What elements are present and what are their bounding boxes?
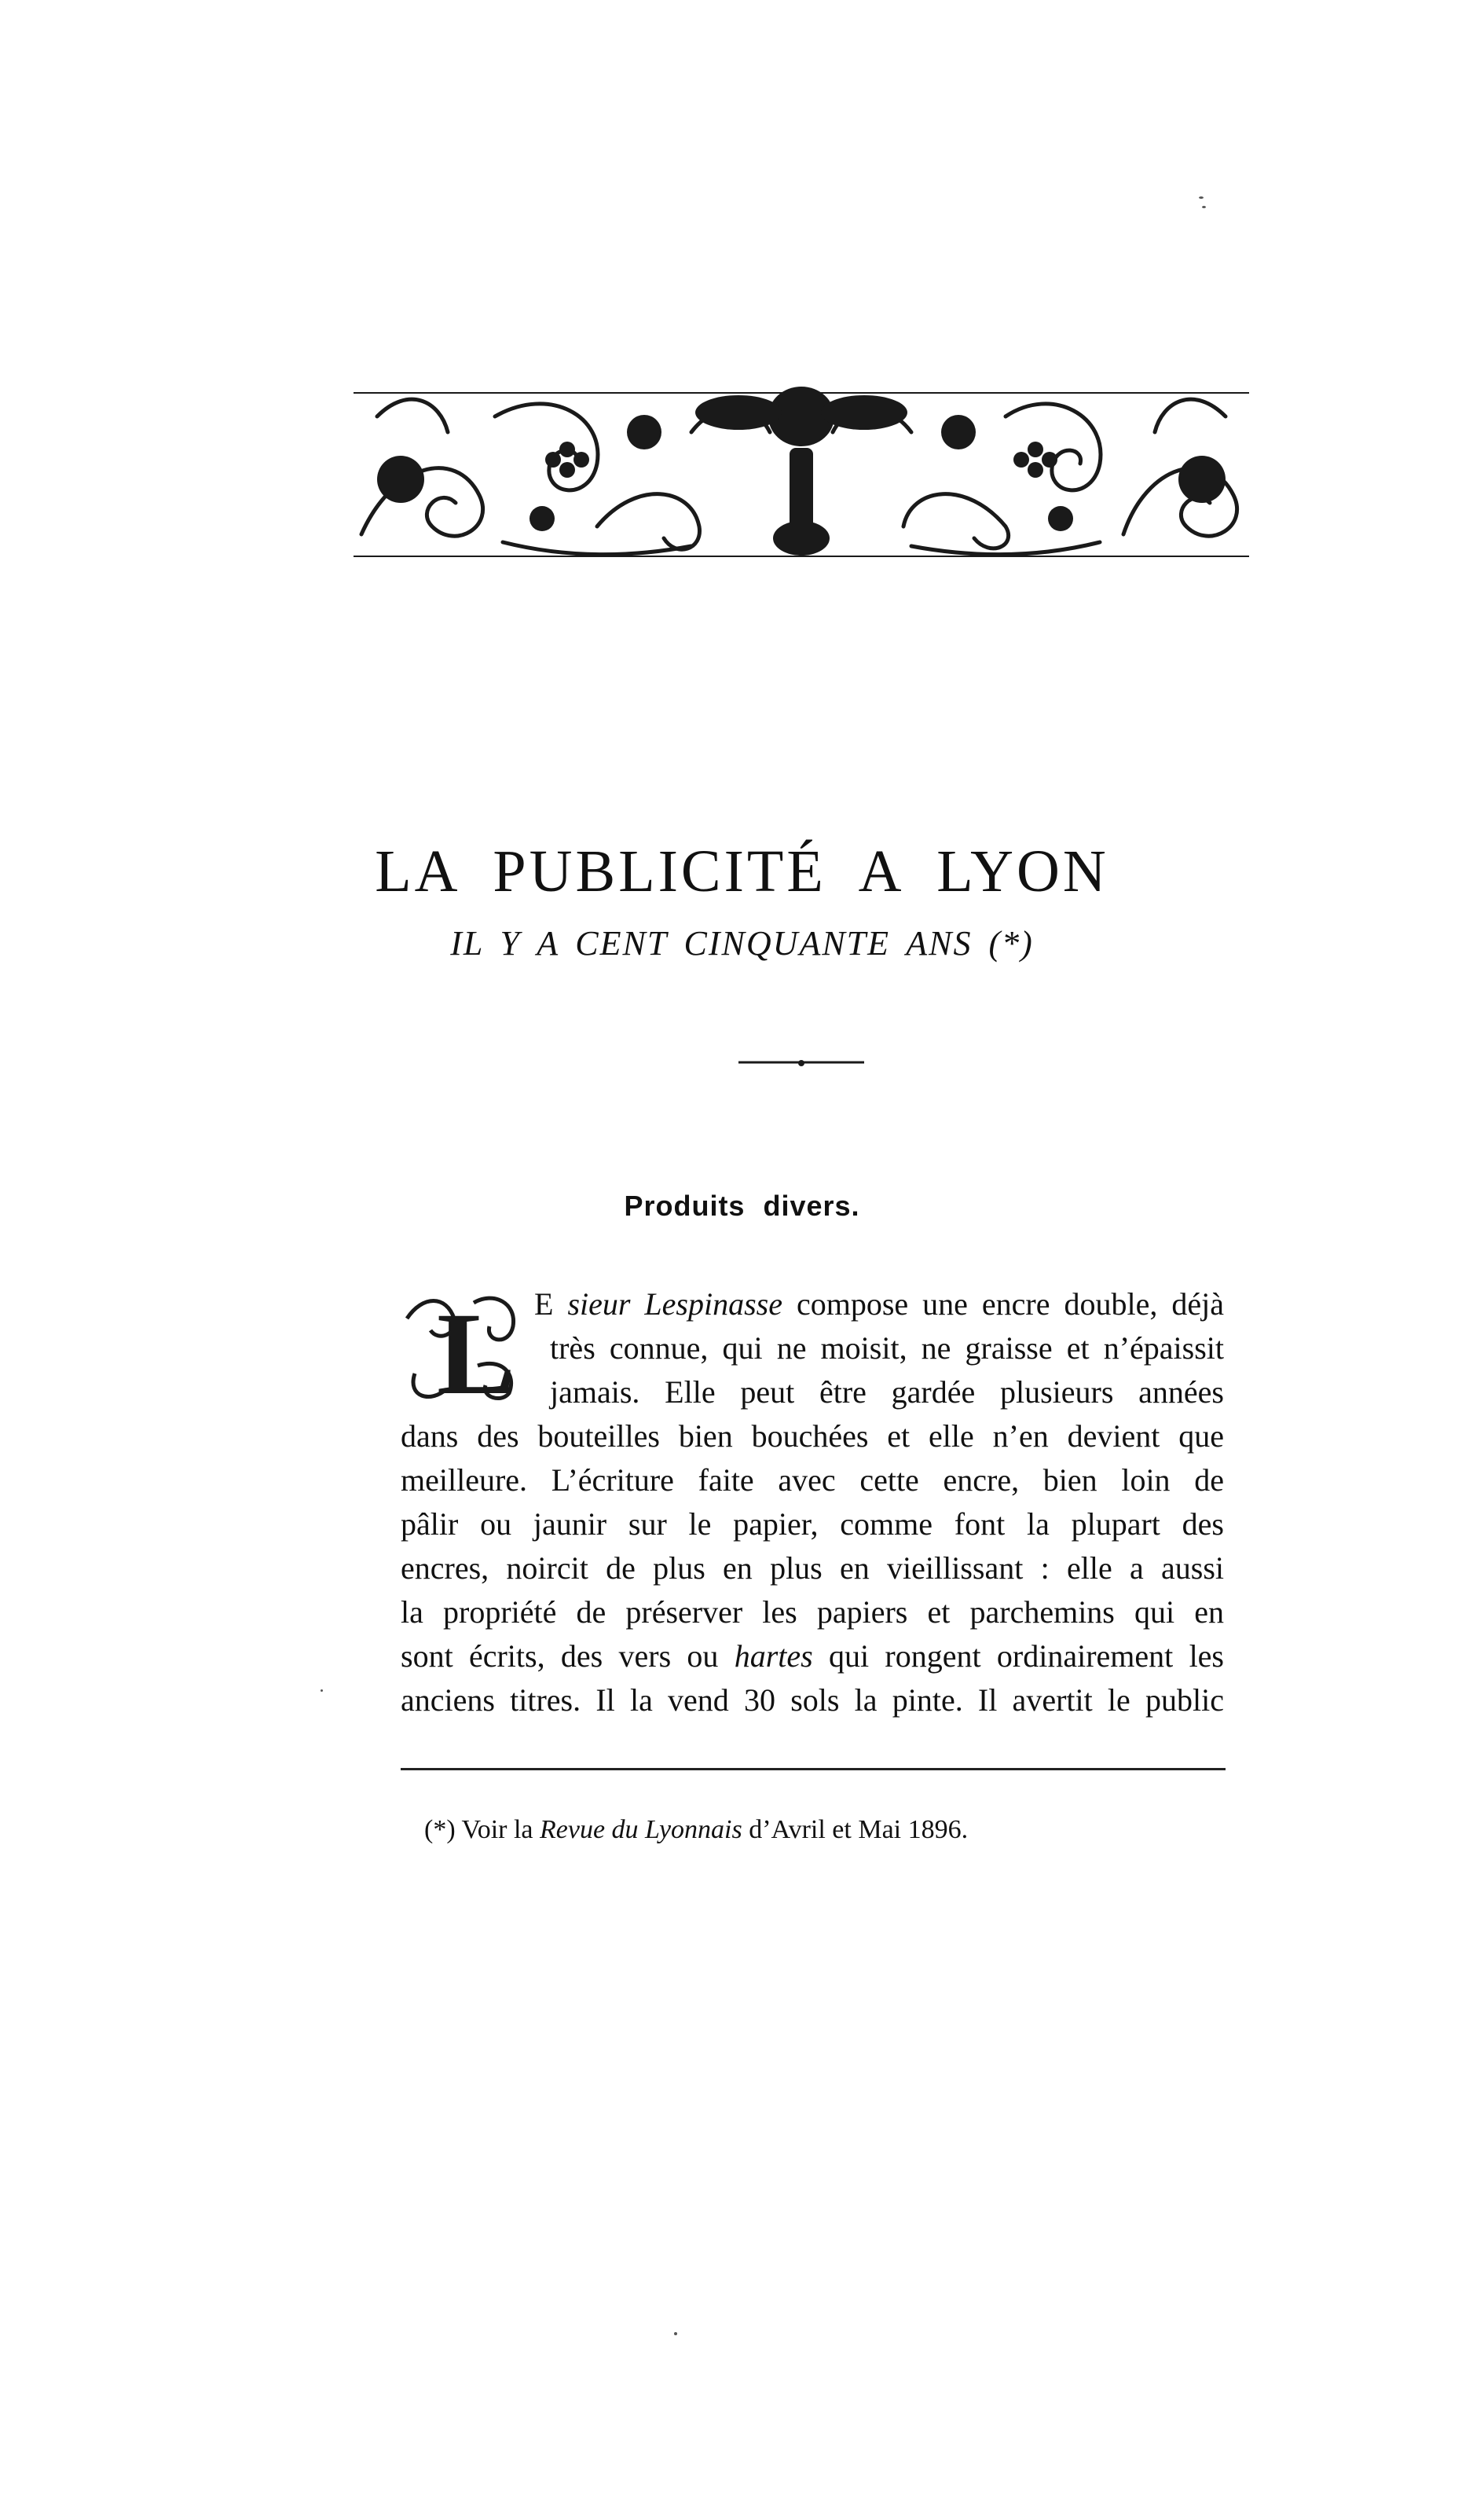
scan-speck bbox=[321, 1689, 323, 1692]
body-line-10: anciens titres. Il la vend 30 sols la pinte. Il avertit le public bbox=[401, 1682, 1224, 1718]
body-line-3: jamais. Elle peut être gardée plusieurs années bbox=[550, 1374, 1224, 1410]
body-line-8: la propriété de préserver les papiers et parchemins qui en bbox=[401, 1594, 1224, 1630]
body-line-4: dans des bouteilles bien bouchées et elle n’en devient que bbox=[401, 1418, 1224, 1454]
body-line-5: meilleure. L’écriture faite avec cette encre, bien loin de bbox=[401, 1462, 1224, 1498]
footnote-separator-rule bbox=[401, 1768, 1226, 1770]
drop-cap-letter: L bbox=[437, 1289, 516, 1405]
article-title: LA PUBLICITÉ A LYON bbox=[375, 838, 1109, 904]
body-line-1: E sieur Lespinasse compose une encre double, déjà bbox=[534, 1286, 1224, 1322]
decorative-headpiece-ornament bbox=[346, 369, 1257, 566]
body-line-9: sont écrits, des vers ou hartes qui rongent ordinairement les bbox=[401, 1638, 1224, 1674]
article-subtitle: IL Y A CENT CINQUANTE ANS (*) bbox=[450, 924, 1034, 963]
scan-speck bbox=[1199, 196, 1204, 199]
body-line-2: très connue, qui ne moisit, ne graisse et n’épaissit bbox=[550, 1330, 1224, 1366]
body-line-7: encres, noircit de plus en plus en vieillissant : elle a aussi bbox=[401, 1550, 1224, 1586]
body-line-6: pâlir ou jaunir sur le papier, comme font la plupart des bbox=[401, 1506, 1224, 1542]
title-separator-rule bbox=[738, 1054, 864, 1070]
scan-speck bbox=[674, 2332, 677, 2335]
footnote: (*) Voir la Revue du Lyonnais d’Avril et Mai 1896. bbox=[424, 1815, 969, 1844]
scan-speck bbox=[1202, 206, 1206, 208]
drop-cap-ornament bbox=[399, 1287, 525, 1405]
section-heading: Produits divers. bbox=[624, 1190, 860, 1222]
footnote-journal-title: Revue du Lyonnais bbox=[540, 1815, 742, 1844]
